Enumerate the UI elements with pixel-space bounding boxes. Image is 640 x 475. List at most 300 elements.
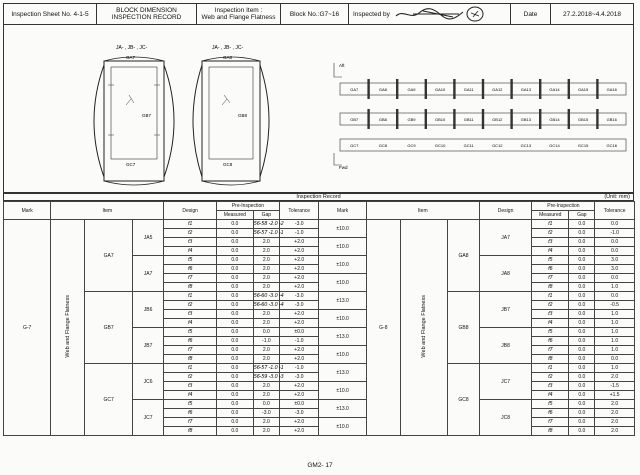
point-cell: f6: [164, 337, 217, 346]
design-cell: 0.0: [216, 265, 253, 274]
design-cell: 0.0: [569, 418, 595, 427]
girder-cell: GA7: [85, 220, 132, 292]
strip-label: GB16: [606, 117, 617, 122]
col-gap: Gap: [253, 211, 279, 220]
strip-label: GA9: [407, 87, 416, 92]
strip-label: GA11: [463, 87, 474, 92]
measured-cell: 1.0: [595, 328, 634, 337]
design-cell: 0.0: [216, 409, 253, 418]
measured-cell: 56-60 -3.0 -4: [253, 302, 284, 308]
design-cell: 0.0: [569, 310, 595, 319]
measured-cell: 2.0: [595, 418, 634, 427]
measured-cell: 2.0: [253, 238, 279, 247]
col-mark: Mark: [319, 202, 366, 220]
point-cell: f1: [164, 220, 217, 229]
point-cell: f1: [532, 220, 569, 229]
point-cell: f8: [532, 427, 569, 436]
point-cell: f5: [532, 400, 569, 409]
measured-cell: 0.0: [253, 328, 279, 337]
point-cell: f4: [164, 391, 217, 400]
measured-cell: 0.0: [253, 400, 279, 409]
measured-cell: 1.0: [595, 319, 634, 328]
measured-cell: 2.0: [595, 427, 634, 436]
design-cell: 0.0: [216, 310, 253, 319]
gap-cell: +2.0: [280, 355, 319, 364]
measured-cell: 3.0: [595, 256, 634, 265]
gap-cell: -1.0: [280, 364, 319, 373]
girder-cell: GC7: [85, 364, 132, 436]
point-cell: f4: [532, 319, 569, 328]
label-ga7: GA7: [126, 55, 136, 60]
girder-cell: GC8: [448, 364, 480, 436]
measured-cell: 56-59 -3.0 -3: [253, 374, 284, 380]
design-cell: 0.0: [569, 265, 595, 274]
row-gc: [340, 139, 626, 151]
fwd-label: Fwd: [339, 165, 348, 170]
tolerance-cell: ±10.0: [319, 238, 366, 256]
col-item: Item: [366, 202, 479, 220]
point-cell: f3: [164, 238, 217, 247]
joint-cell: JB7: [479, 292, 532, 328]
point-cell: f5: [532, 328, 569, 337]
point-cell: f7: [532, 346, 569, 355]
joint-cell: JC8: [479, 400, 532, 436]
joint-marker: [482, 109, 484, 129]
measured-cell: -1.0: [595, 229, 634, 238]
joint-marker: [425, 109, 427, 129]
design-cell: 0.0: [569, 274, 595, 283]
strip-label: GB7: [350, 117, 359, 122]
design-cell: 0.0: [569, 328, 595, 337]
point-cell: f4: [164, 247, 217, 256]
design-cell: 0.0: [216, 319, 253, 328]
date-value: 27.2.2018~4.4.2018: [562, 10, 621, 18]
design-cell: 0.0: [216, 238, 253, 247]
tolerance-cell: ±10.0: [319, 256, 366, 274]
inspection-item: Inspection Item : Web and Flange Flatness: [197, 4, 281, 24]
point-cell: f3: [532, 310, 569, 319]
design-cell: 0.0: [216, 292, 253, 301]
design-cell: 0.0: [569, 391, 595, 400]
block-drawings: [4, 25, 633, 192]
gap-cell: +2.0: [280, 256, 319, 265]
design-cell: 0.0: [569, 409, 595, 418]
measured-cell: 2.0: [595, 409, 634, 418]
measured-cell: 2.0: [253, 418, 279, 427]
joint-cell: JB7: [132, 328, 164, 364]
point-cell: f1: [164, 364, 217, 373]
point-cell: f6: [164, 265, 217, 274]
point-cell: f5: [532, 256, 569, 265]
joint-marker: [539, 79, 541, 99]
point-cell: f8: [164, 427, 217, 436]
measured-cell: 1.0: [595, 283, 634, 292]
point-cell: f2: [164, 373, 217, 382]
measured-cell: 2.0: [253, 274, 279, 283]
gap-cell: +2.0: [280, 391, 319, 400]
point-cell: f5: [164, 256, 217, 265]
gap-cell: +2.0: [280, 427, 319, 436]
measured-cell: +1.5: [595, 391, 634, 400]
col-tolerance: Tolerance: [595, 202, 634, 220]
point-cell: f3: [532, 382, 569, 391]
design-cell: 0.0: [569, 400, 595, 409]
design-cell: 0.0: [216, 274, 253, 283]
gap-cell: +2.0: [280, 247, 319, 256]
measured-cell: 1.0: [595, 310, 634, 319]
strip-label: GC15: [577, 143, 589, 148]
tolerance-cell: ±10.0: [319, 382, 366, 400]
strip-label: GB14: [549, 117, 560, 122]
joint-marker: [367, 79, 369, 99]
strip-label: GA7: [350, 87, 359, 92]
point-cell: f7: [164, 346, 217, 355]
joint-marker: [453, 109, 455, 129]
mark-cell: G-7: [4, 220, 51, 436]
gap-cell: +2.0: [280, 382, 319, 391]
point-cell: f8: [532, 283, 569, 292]
strip-label: GA10: [434, 87, 446, 92]
tolerance-cell: ±10.0: [319, 418, 366, 436]
girder-cell: GA8: [448, 220, 480, 292]
joint-cell: JC6: [132, 364, 164, 400]
joint-marker: [482, 79, 484, 99]
joint-cell: JA7: [479, 220, 532, 256]
design-cell: 0.0: [216, 220, 253, 229]
tolerance-cell: ±10.0: [319, 274, 366, 292]
design-cell: 0.0: [569, 238, 595, 247]
measured-cell: 1.0: [595, 364, 634, 373]
gap-cell: +2.0: [280, 283, 319, 292]
col-measured: Measured: [532, 211, 569, 220]
measured-cell: 2.0: [253, 355, 279, 364]
vertical-label: Web and Flange Flatness: [421, 294, 428, 358]
strip-label: GC8: [378, 143, 388, 148]
sheet-number: Inspection Sheet No. 4-1-5: [4, 4, 97, 24]
strip-label: GB8: [378, 117, 387, 122]
measured-cell: 56-57 -1.0 -1: [253, 230, 284, 236]
joint-cell: JB8: [479, 328, 532, 364]
tolerance-cell: ±10.0: [319, 346, 366, 364]
header-row: [4, 202, 635, 211]
point-cell: f4: [532, 247, 569, 256]
measured-cell: 0.0: [595, 238, 634, 247]
label-gc8: GC8: [223, 162, 233, 167]
design-cell: 0.0: [216, 283, 253, 292]
item-cell: [400, 220, 447, 436]
joint-cell: JA7: [132, 256, 164, 292]
tolerance-cell: ±13.0: [319, 364, 366, 382]
point-cell: f3: [164, 310, 217, 319]
col-gap: Gap: [569, 211, 595, 220]
design-cell: 0.0: [216, 391, 253, 400]
design-cell: 0.0: [216, 355, 253, 364]
point-cell: f6: [532, 265, 569, 274]
measured-cell: 0.0: [595, 355, 634, 364]
point-cell: f8: [532, 355, 569, 364]
frame-drawing-right: [193, 45, 269, 185]
gap-cell: +2.0: [280, 265, 319, 274]
joint-marker: [510, 109, 512, 129]
joint-marker: [539, 109, 541, 129]
design-cell: 0.0: [216, 337, 253, 346]
col-tolerance: Tolerance: [280, 202, 319, 220]
measured-cell: 0.0: [595, 292, 634, 301]
joint-marks-left: JA- , JB- , JC-: [116, 45, 148, 51]
point-cell: f7: [164, 418, 217, 427]
point-cell: f4: [164, 319, 217, 328]
label-gc7: GC7: [126, 162, 136, 167]
joint-marks-right: JA- , JB- , JC-: [212, 45, 244, 51]
gap-cell: +2.0: [280, 418, 319, 427]
strip-label: GB13: [520, 117, 532, 122]
gap-cell: -1.0: [280, 337, 319, 346]
design-cell: 0.0: [569, 292, 595, 301]
label-gb7: GB7: [142, 113, 152, 118]
point-cell: f6: [164, 409, 217, 418]
joint-marker: [425, 79, 427, 99]
design-cell: 0.0: [569, 364, 595, 373]
col-item: Item: [51, 202, 164, 220]
design-cell: 0.0: [569, 319, 595, 328]
strip-label: GA14: [549, 87, 560, 92]
inspector-signature: [393, 5, 488, 23]
gap-cell: -3.0: [280, 301, 319, 310]
table-row: [4, 220, 635, 229]
strip-label: GB11: [463, 117, 474, 122]
design-cell: 0.0: [569, 337, 595, 346]
gap-cell: ±0.0: [280, 328, 319, 337]
measured-cell: 56-60 -3.0 -4: [253, 293, 284, 299]
gap-cell: +2.0: [280, 238, 319, 247]
measured-cell: -1.5: [595, 382, 634, 391]
strip-label: GA15: [577, 87, 589, 92]
joint-marker: [510, 79, 512, 99]
col-design: Design: [479, 202, 532, 220]
point-cell: f2: [532, 373, 569, 382]
joint-marker: [596, 79, 598, 99]
strip-label: GC13: [520, 143, 532, 148]
tolerance-cell: ±10.0: [319, 310, 366, 328]
design-cell: 0.0: [216, 382, 253, 391]
measured-cell: 0.0: [595, 220, 634, 229]
point-cell: f5: [164, 400, 217, 409]
measured-cell: 2.0: [253, 319, 279, 328]
gap-cell: -1.0: [280, 229, 319, 238]
design-cell: 0.0: [216, 328, 253, 337]
record-table: [3, 201, 635, 436]
measured-cell: 0.0: [595, 274, 634, 283]
measured-cell: 2.0: [595, 400, 634, 409]
inspection-record: [3, 193, 634, 436]
point-cell: f8: [164, 283, 217, 292]
design-cell: 0.0: [569, 301, 595, 310]
table-row: [4, 292, 635, 301]
joint-marker: [568, 109, 570, 129]
gap-cell: +2.0: [280, 319, 319, 328]
joint-marker: [396, 109, 398, 129]
measured-cell: 2.0: [253, 256, 279, 265]
strip-label: GA8: [378, 87, 387, 92]
joint-cell: JC7: [132, 400, 164, 436]
point-cell: f4: [532, 391, 569, 400]
gap-cell: +2.0: [280, 346, 319, 355]
strip-label: GB15: [577, 117, 589, 122]
strip-label: GC16: [606, 143, 617, 148]
strip-label: GA16: [606, 87, 617, 92]
label-ga8: GA8: [223, 55, 233, 60]
point-cell: f2: [532, 229, 569, 238]
strip-label: GC12: [492, 143, 503, 148]
tolerance-cell: ±13.0: [319, 292, 366, 310]
design-cell: 0.0: [216, 346, 253, 355]
measured-cell: 2.0: [253, 283, 279, 292]
measured-cell: 56-57 -1.0 -1: [253, 365, 284, 371]
point-cell: f6: [532, 409, 569, 418]
joint-marker: [596, 109, 598, 129]
row-ga: [340, 79, 626, 99]
design-cell: 0.0: [216, 364, 253, 373]
strip-label: GA12: [492, 87, 503, 92]
col-measured: Measured: [216, 211, 253, 220]
tolerance-cell: ±10.0: [319, 220, 366, 238]
strip-label: GB12: [492, 117, 503, 122]
col-design: Design: [164, 202, 217, 220]
joint-marker: [396, 79, 398, 99]
measured-cell: 56-58 -2.0 -2: [253, 221, 284, 227]
inspected-by: Inspected by: [349, 4, 511, 24]
point-cell: f7: [532, 418, 569, 427]
design-cell: 0.0: [216, 256, 253, 265]
table-row: [4, 364, 635, 373]
gap-cell: -3.0: [280, 373, 319, 382]
page-number: GM2- 17: [307, 462, 333, 469]
joint-marker: [453, 79, 455, 99]
measured-cell: 2.0: [253, 310, 279, 319]
joint-cell: JC7: [479, 364, 532, 400]
point-cell: f1: [532, 364, 569, 373]
gap-cell: +2.0: [280, 310, 319, 319]
block-number: Block No.:G7~16: [281, 4, 349, 24]
design-cell: 0.0: [216, 418, 253, 427]
col-pre-inspection: Pre-Inspection: [532, 202, 595, 211]
point-cell: f2: [532, 301, 569, 310]
measured-cell: 0.0: [595, 247, 634, 256]
design-cell: 0.0: [569, 346, 595, 355]
gap-cell: -3.0: [280, 292, 319, 301]
girder-schematic: [334, 63, 626, 170]
measured-cell: 2.0: [253, 346, 279, 355]
design-cell: 0.0: [569, 220, 595, 229]
point-cell: f2: [164, 229, 217, 238]
design-cell: 0.0: [216, 427, 253, 436]
vertical-label: Web and Flange Flatness: [64, 294, 71, 358]
row-gb: [340, 109, 626, 129]
measured-cell: -3.0: [253, 409, 279, 418]
gap-cell: +2.0: [280, 274, 319, 283]
joint-cell: JA8: [479, 256, 532, 292]
strip-label: GC7: [350, 143, 359, 148]
point-cell: f8: [164, 355, 217, 364]
design-cell: 0.0: [569, 256, 595, 265]
joint-marker: [568, 79, 570, 99]
item-cell: [51, 220, 85, 436]
design-cell: 0.0: [216, 229, 253, 238]
design-cell: 0.0: [569, 382, 595, 391]
design-cell: 0.0: [569, 355, 595, 364]
design-cell: 0.0: [216, 247, 253, 256]
col-mark: Mark: [4, 202, 51, 220]
design-cell: 0.0: [216, 400, 253, 409]
girder-cell: GB8: [448, 292, 480, 364]
frame-drawing-left: [94, 45, 174, 185]
measured-cell: 2.0: [595, 373, 634, 382]
mark-cell: G-8: [366, 220, 400, 436]
strip-label: GC14: [549, 143, 560, 148]
strip-label: GC9: [407, 143, 416, 148]
point-cell: f1: [532, 292, 569, 301]
measured-cell: 1.0: [595, 337, 634, 346]
strip-label: GB10: [434, 117, 446, 122]
design-cell: 0.0: [569, 427, 595, 436]
measured-cell: 2.0: [253, 265, 279, 274]
strip-label: GB9: [407, 117, 416, 122]
gap-cell: -3.0: [280, 409, 319, 418]
unit-label: (Unit: mm): [604, 194, 630, 200]
measured-cell: -1.0: [253, 337, 279, 346]
strip-label: GC11: [463, 143, 474, 148]
joint-cell: JB6: [132, 292, 164, 328]
date-label: Date: [511, 4, 551, 24]
measured-cell: 2.0: [253, 247, 279, 256]
aft-label: Aft: [339, 63, 345, 68]
tolerance-cell: ±13.0: [319, 400, 366, 418]
measured-cell: -0.5: [595, 301, 634, 310]
design-cell: 0.0: [569, 247, 595, 256]
tolerance-cell: ±13.0: [319, 328, 366, 346]
measured-cell: 2.0: [253, 427, 279, 436]
point-cell: f6: [532, 337, 569, 346]
design-cell: 0.0: [216, 301, 253, 310]
point-cell: f2: [164, 301, 217, 310]
measured-cell: 1.0: [595, 346, 634, 355]
point-cell: f7: [532, 274, 569, 283]
strip-label: GC10: [434, 143, 446, 148]
gap-cell: ±0.0: [280, 400, 319, 409]
point-cell: f3: [532, 238, 569, 247]
joint-cell: JA5: [132, 220, 164, 256]
drawing-area: [3, 25, 634, 193]
point-cell: f3: [164, 382, 217, 391]
strip-label: GA13: [520, 87, 532, 92]
measured-cell: 2.0: [253, 382, 279, 391]
measured-cell: 3.0: [595, 265, 634, 274]
point-cell: f7: [164, 274, 217, 283]
sheet-header: [3, 3, 634, 25]
point-cell: f5: [164, 328, 217, 337]
col-pre-inspection: Pre-Inspection: [216, 202, 279, 211]
measured-cell: 2.0: [253, 391, 279, 400]
joint-marker: [367, 109, 369, 129]
point-cell: f1: [164, 292, 217, 301]
design-cell: 0.0: [216, 373, 253, 382]
design-cell: 0.0: [569, 373, 595, 382]
gap-cell: -3.0: [280, 220, 319, 229]
record-title: Inspection Record (Unit: mm): [3, 193, 634, 201]
girder-cell: GB7: [85, 292, 132, 364]
sheet-title: BLOCK DIMENSION INSPECTION RECORD: [97, 4, 197, 24]
design-cell: 0.0: [569, 229, 595, 238]
